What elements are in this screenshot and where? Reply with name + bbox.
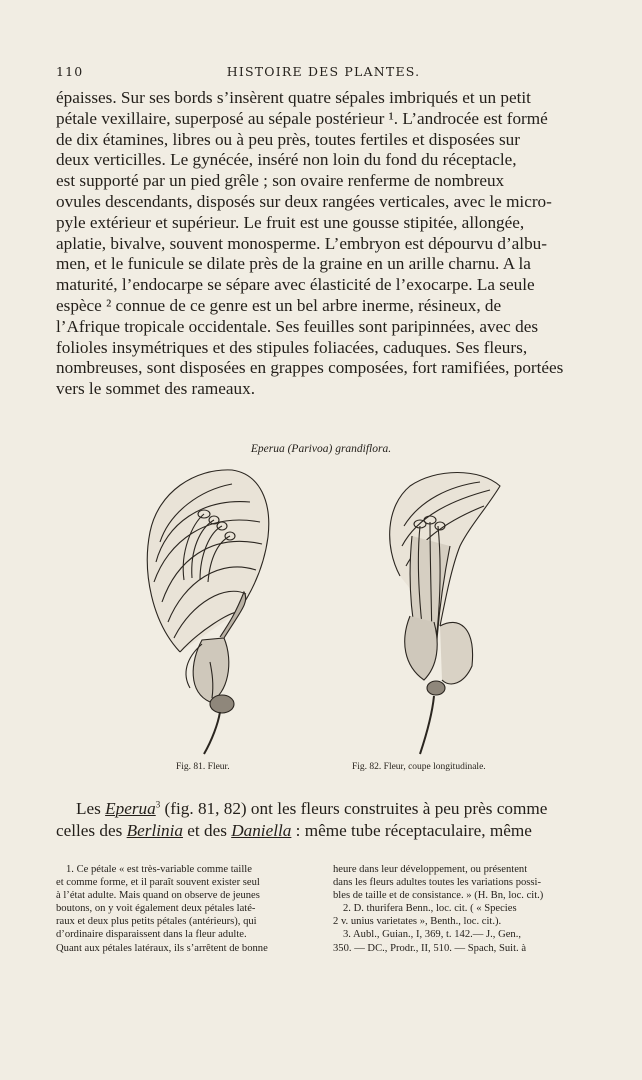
footnote-ref: 3 xyxy=(155,799,161,810)
footnote-line: raux et deux plus petits pétales (antérieurs), qui xyxy=(56,916,257,928)
main-paragraph xyxy=(56,88,591,400)
text-line: de dix étamines, libres ou à peu près, toutes fertiles et disposées sur xyxy=(56,129,520,149)
text-line: pyle extérieur et supérieur. Le fruit est une gousse stipitée, allongée, xyxy=(56,212,525,232)
footnote-line: heure dans leur développement, ou présentent xyxy=(333,864,528,875)
footnote-line: bles de taille et de consistance. » (H. Bn, loc. cit.) xyxy=(333,890,544,902)
footnote-line: 2. D. thurifera Benn., loc. cit. ( « Species xyxy=(343,903,517,915)
flower-illustration xyxy=(140,462,280,757)
figure-caption: Eperua (Parivoa) grandiflora. xyxy=(250,443,392,455)
para-line: Les Eperua$^3$ (fig. 81, 82) ont les fleurs construites à peu près comme xyxy=(76,799,548,818)
text-line: aplatie, bivalve, souvent monosperme. L’embryon est dépourvu d’albu- xyxy=(56,233,547,253)
footnote-line: 350. — DC., Prodr., II, 510. — Spach, Suit. à xyxy=(333,942,527,954)
footnote-line: 2 v. unius varietates », Benth., loc. cit.). xyxy=(333,916,502,928)
fig-81-caption: Fig. 81. Fleur. xyxy=(176,762,230,772)
text-line: deux verticilles. Le gynécée, inséré non loin du fond du réceptacle, xyxy=(56,150,517,170)
text-line: est supporté par un pied grêle ; son ovaire renferme de nombreux xyxy=(56,171,505,191)
footnote-line: Quant aux pétales latéraux, ils s’arrêtent de bonne xyxy=(56,942,268,954)
flower-section-illustration xyxy=(380,466,510,756)
footnote-line: à l’état adulte. Mais quand on observe de jeunes xyxy=(56,890,260,902)
text-line: l’Afrique tropicale occidentale. Ses feuilles sont paripinnées, avec des xyxy=(56,316,539,336)
footnotes-right-column xyxy=(333,863,591,955)
page-number: 110 xyxy=(56,64,84,79)
footnote-line: boutons, on y voit également deux pétales laté- xyxy=(56,903,256,915)
text-line-last: vers le sommet des rameaux. xyxy=(56,379,256,399)
footnote-line: 3. Aubl., Guian., I, 369, t. 142.— J., Gen., xyxy=(343,929,522,941)
genus-name: Berlinia xyxy=(126,821,183,840)
text-line: maturité, l’endocarpe se sépare avec élasticité de l’exocarpe. La seule xyxy=(56,275,535,295)
text-line: nombreuses, sont disposées en grappes composées, fort ramifiées, portées xyxy=(56,358,564,378)
genus-name: Daniella xyxy=(231,821,292,840)
footnote-line: dans les fleurs adultes toutes les variations possi- xyxy=(333,877,542,889)
footnote-line: et comme forme, et il paraît souvent exister seul xyxy=(56,877,260,889)
text-line: espèce ² connue de ce genre est un bel arbre inerme, résineux, de xyxy=(56,295,502,315)
genus-name: Eperua xyxy=(105,799,156,818)
second-paragraph xyxy=(56,798,591,842)
text-line: pétale vexillaire, superposé au sépale postérieur ¹. L’androcée est formé xyxy=(56,108,548,128)
fig-82-caption: Fig. 82. Fleur, coupe longitudinale. xyxy=(352,762,486,772)
footnote-line: 1. Ce pétale « est très-variable comme taille xyxy=(66,864,252,875)
footnote-line: d’ordinaire disparaissent dans la fleur adulte. xyxy=(56,929,247,941)
running-header xyxy=(56,64,591,80)
text-line: men, et le funicule se dilate près de la graine en un arille charnu. A la xyxy=(56,254,531,274)
para-line: celles des Berlinia et des Daniella : même tube réceptaculaire, même xyxy=(56,821,532,840)
running-title: HISTOIRE DES PLANTES. xyxy=(226,64,421,79)
text-line: ovules descendants, disposés sur deux rangées verticales, avec le micro- xyxy=(56,191,552,211)
text-line: épaisses. Sur ses bords s’insèrent quatre sépales imbriqués et un petit xyxy=(56,88,531,107)
footnotes-left-column xyxy=(56,863,314,955)
text-line: folioles insymétriques et des stipules foliacées, caduques. Ses fleurs, xyxy=(56,337,528,357)
